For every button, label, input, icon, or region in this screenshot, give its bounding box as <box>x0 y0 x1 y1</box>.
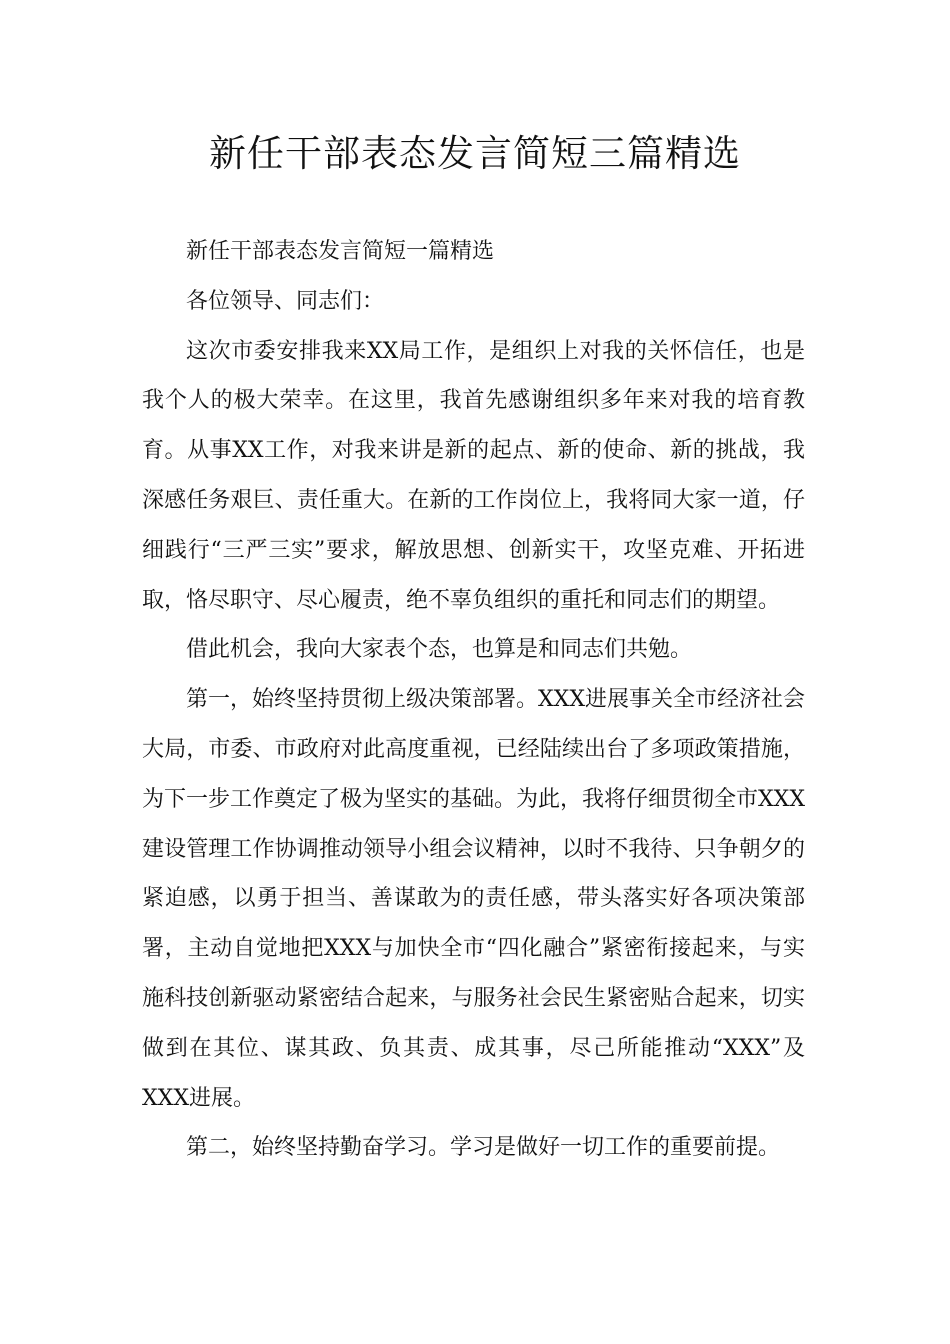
salutation: 各位领导、同志们： <box>186 288 385 314</box>
paragraph-transition: 借此机会，我向大家表个态，也算是和同志们共勉。 <box>186 637 693 663</box>
document-title: 新任干部表态发言简短三篇精选 <box>209 132 741 175</box>
paragraph-intro: 这次市委安排我来XX局工作，是组织上对我的关怀信任，也是我个人的极大荣幸。在这里，我首先感谢组织多年来对我的培育教育。从事XX工作，对我来讲是新的起点、新的使命、新的挑战，我深感任务艰巨、责任重大。在新的工作岗位上，我将同大家一道，仔细践行“三严三实”要求，解放思想、创新实干，攻坚克难、开拓进取，恪尽职守、尽心履责，绝不辜负组织的重托和同志们的期望。 <box>142 338 805 613</box>
paragraph-point-one: 第一，始终坚持贯彻上级决策部署。XXX进展事关全市经济社会大局，市委、市政府对此高度重视，已经陆续出台了多项政策措施，为下一步工作奠定了极为坚实的基础。为此，我将仔细贯彻全市XXX建设管理工作协调推动领导小组会议精神，以时不我待、只争朝夕的紧迫感，以勇于担当、善谋敢为的责任感，带头落实好各项决策部署，主动自觉地把XXX与加快全市“四化融合”紧密衔接起来，与实施科技创新驱动紧密结合起来，与服务社会民生紧密贴合起来，切实做到在其位、谋其政、负其责、成其事，尽己所能推动“XXX”及XXX进展。 <box>142 687 805 1111</box>
document-body <box>142 227 805 1173</box>
section-heading: 新任干部表态发言简短一篇精选 <box>186 239 495 264</box>
paragraph-point-two: 第二，始终坚持勤奋学习。学习是做好一切工作的重要前提。 <box>186 1135 781 1161</box>
